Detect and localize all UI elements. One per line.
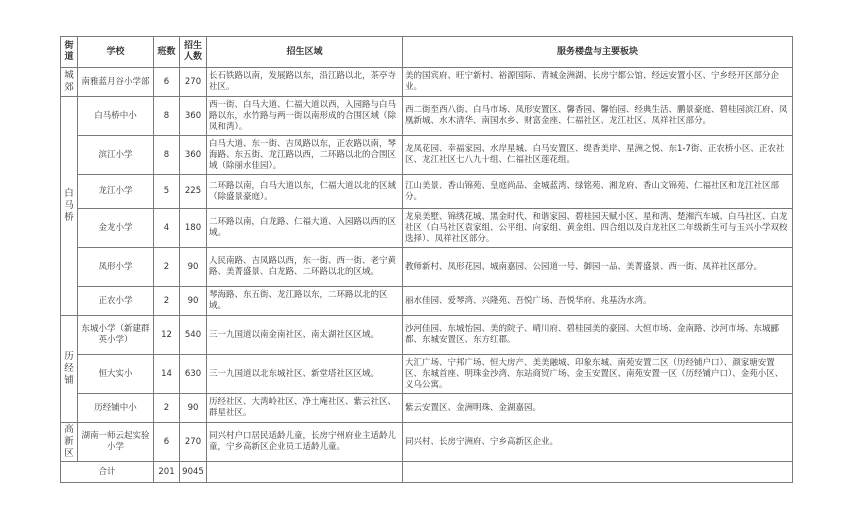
school-cell: 南雅蓝月谷小学部 bbox=[78, 68, 154, 97]
street-group-gaoxin: 高新区 bbox=[61, 423, 78, 462]
zone-cell: 人民南路、吉凤路以西，东一街、西一街、老宁黄路、美菁盛景、白龙路、二环路以北的区域。 bbox=[207, 248, 403, 287]
zone-cell: 长石铁路以南，发展路以东，沿江路以北，茶亭寺社区。 bbox=[207, 68, 403, 97]
enroll-cell: 90 bbox=[180, 287, 207, 316]
classes-cell: 14 bbox=[154, 355, 180, 394]
header-zone: 招生区域 bbox=[207, 37, 403, 68]
street-group-baimaqiao: 白马桥 bbox=[61, 97, 78, 316]
enroll-cell: 270 bbox=[180, 423, 207, 462]
school-cell: 恒大实小 bbox=[78, 355, 154, 394]
classes-cell: 6 bbox=[154, 423, 180, 462]
total-label: 合计 bbox=[61, 462, 154, 483]
school-cell: 白马桥中小 bbox=[78, 97, 154, 136]
classes-cell: 8 bbox=[154, 136, 180, 175]
school-cell: 湖南一师云起实验小学 bbox=[78, 423, 154, 462]
service-cell: 沙河佳园、东城怡园、美的院子、晴川府、碧桂园美的豪园、大恒市场、金南路、沙河市场、东城郦都、东城安置区、东方红郡。 bbox=[403, 316, 793, 355]
table-row bbox=[61, 248, 793, 287]
classes-cell: 2 bbox=[154, 248, 180, 287]
school-cell: 凤形小学 bbox=[78, 248, 154, 287]
zone-cell: 三一九国道以南金南社区、南太湖社区区域。 bbox=[207, 316, 403, 355]
empty-cell bbox=[403, 462, 793, 483]
classes-cell: 4 bbox=[154, 209, 180, 248]
header-row bbox=[61, 37, 793, 68]
school-cell: 滨江小学 bbox=[78, 136, 154, 175]
header-classes: 班数 bbox=[154, 37, 180, 68]
classes-cell: 2 bbox=[154, 394, 180, 423]
table-row bbox=[61, 394, 793, 423]
zone-cell: 历经社区、大湾岭社区、净土庵社区、紫云社区、群星社区。 bbox=[207, 394, 403, 423]
table-row bbox=[61, 209, 793, 248]
table-row bbox=[61, 97, 793, 136]
classes-cell: 5 bbox=[154, 175, 180, 209]
service-cell: 丽水佳园、爱琴湾、兴隆苑、吾悦广场、吾悦华府、兆基沩水湾。 bbox=[403, 287, 793, 316]
zone-cell: 二环路以南，白马大道以东，仁福大道以北的区域（除盛景豪庭）。 bbox=[207, 175, 403, 209]
table-row bbox=[61, 423, 793, 462]
zone-cell: 琴海路、东五街、龙江路以东，二环路以北的区域。 bbox=[207, 287, 403, 316]
school-cell: 东城小学（新建群英小学） bbox=[78, 316, 154, 355]
table-row bbox=[61, 355, 793, 394]
zone-cell: 西一街、白马大道、仁福大道以西，入园路与白马路以东，水竹路与两一街以南形成的合围区域（除凤和湾）。 bbox=[207, 97, 403, 136]
school-cell: 金龙小学 bbox=[78, 209, 154, 248]
enroll-cell: 180 bbox=[180, 209, 207, 248]
enroll-cell: 360 bbox=[180, 97, 207, 136]
empty-cell bbox=[207, 462, 403, 483]
school-cell: 龙江小学 bbox=[78, 175, 154, 209]
header-school: 学校 bbox=[78, 37, 154, 68]
zone-cell: 白马大道、东一街、吉凤路以东，正农路以南，琴海路、东五街、龙江路以西，二环路以北的合围区域（除丽水佳园）。 bbox=[207, 136, 403, 175]
service-cell: 西二街至西八街、白马市场、凤形安置区、馨香园、馨怡园、经典生活、鹏景豪庭、碧桂园滨江府、凤凰新城、水木清华、南国水乡、财富金座、仁福社区、龙江社区、凤祥社区部分。 bbox=[403, 97, 793, 136]
service-cell: 龙凤花园、幸福家园、水岸星城、白马安置区、缇香美岸、星洲之悦、东1-7街、正农桥小区、正农社区、龙江社区七八九十组、仁福社区莲花组。 bbox=[403, 136, 793, 175]
total-enroll: 9045 bbox=[180, 462, 207, 483]
school-cell: 历经铺中小 bbox=[78, 394, 154, 423]
enroll-cell: 540 bbox=[180, 316, 207, 355]
service-cell: 江山美景、香山锦苑、皇庭尚品、金城蓝湾、绿铭苑、湘龙府、香山文锦苑、仁福社区和龙江社区部分。 bbox=[403, 175, 793, 209]
enroll-cell: 270 bbox=[180, 68, 207, 97]
enrollment-table bbox=[60, 36, 793, 483]
service-cell: 美的国宾府、旺宁新村、裕源国际、青城金洲湖、长房宁都公馆、经远安置小区、宁乡经开区部分企业。 bbox=[403, 68, 793, 97]
table-row bbox=[61, 175, 793, 209]
enroll-cell: 90 bbox=[180, 394, 207, 423]
header-service: 服务楼盘与主要板块 bbox=[403, 37, 793, 68]
enroll-cell: 630 bbox=[180, 355, 207, 394]
classes-cell: 6 bbox=[154, 68, 180, 97]
service-cell: 紫云安置区、金洲明珠、金湖嘉园。 bbox=[403, 394, 793, 423]
enroll-cell: 360 bbox=[180, 136, 207, 175]
street-group-chengjiao: 城郊 bbox=[61, 68, 78, 97]
service-cell: 教师新村、凤形花园、城南嘉园、公园道一号、御园一品、美菁盛景、西一街、凤祥社区部分。 bbox=[403, 248, 793, 287]
zone-cell: 三一九国道以北东城社区、新堂塔社区区域。 bbox=[207, 355, 403, 394]
total-classes: 201 bbox=[154, 462, 180, 483]
table-row bbox=[61, 287, 793, 316]
total-row bbox=[61, 462, 793, 483]
service-cell: 同兴村、长房宁洲府、宁乡高新区企业。 bbox=[403, 423, 793, 462]
enroll-cell: 225 bbox=[180, 175, 207, 209]
table-row bbox=[61, 68, 793, 97]
zone-cell: 二环路以南，白龙路、仁福大道、入园路以西的区域。 bbox=[207, 209, 403, 248]
table-row bbox=[61, 316, 793, 355]
service-cell: 龙泉美墅、锦绣花城、黑金时代、和谐家园、碧桂园天赋小区、星和湾、楚湘汽车城、白马社区、白龙社区（白马社区袁家组、公平组、向家组、黄金组、四合组以及白龙社区二年级新生可与玉兴小学双校选择）、凤祥社区部分。 bbox=[403, 209, 793, 248]
header-street: 街道 bbox=[61, 37, 78, 68]
enroll-cell: 90 bbox=[180, 248, 207, 287]
classes-cell: 12 bbox=[154, 316, 180, 355]
street-group-lijingpu: 历经铺 bbox=[61, 316, 78, 423]
zone-cell: 同兴村户口居民适龄儿童，长房宁州府业主适龄儿童，宁乡高新区企业员工适龄儿童。 bbox=[207, 423, 403, 462]
header-enroll: 招生人数 bbox=[180, 37, 207, 68]
classes-cell: 2 bbox=[154, 287, 180, 316]
table-row bbox=[61, 136, 793, 175]
service-cell: 大汇广场、宁邦广场、恒大房产、美美融城、印象东城、南苑安置二区（历经铺户口）、颜家塘安置区、东城首座、明珠金沙湾、东站商贸广场、金玉安置区、南苑安置一区（历经铺户口）、金苑小区、义乌公寓。 bbox=[403, 355, 793, 394]
classes-cell: 8 bbox=[154, 97, 180, 136]
school-cell: 正农小学 bbox=[78, 287, 154, 316]
